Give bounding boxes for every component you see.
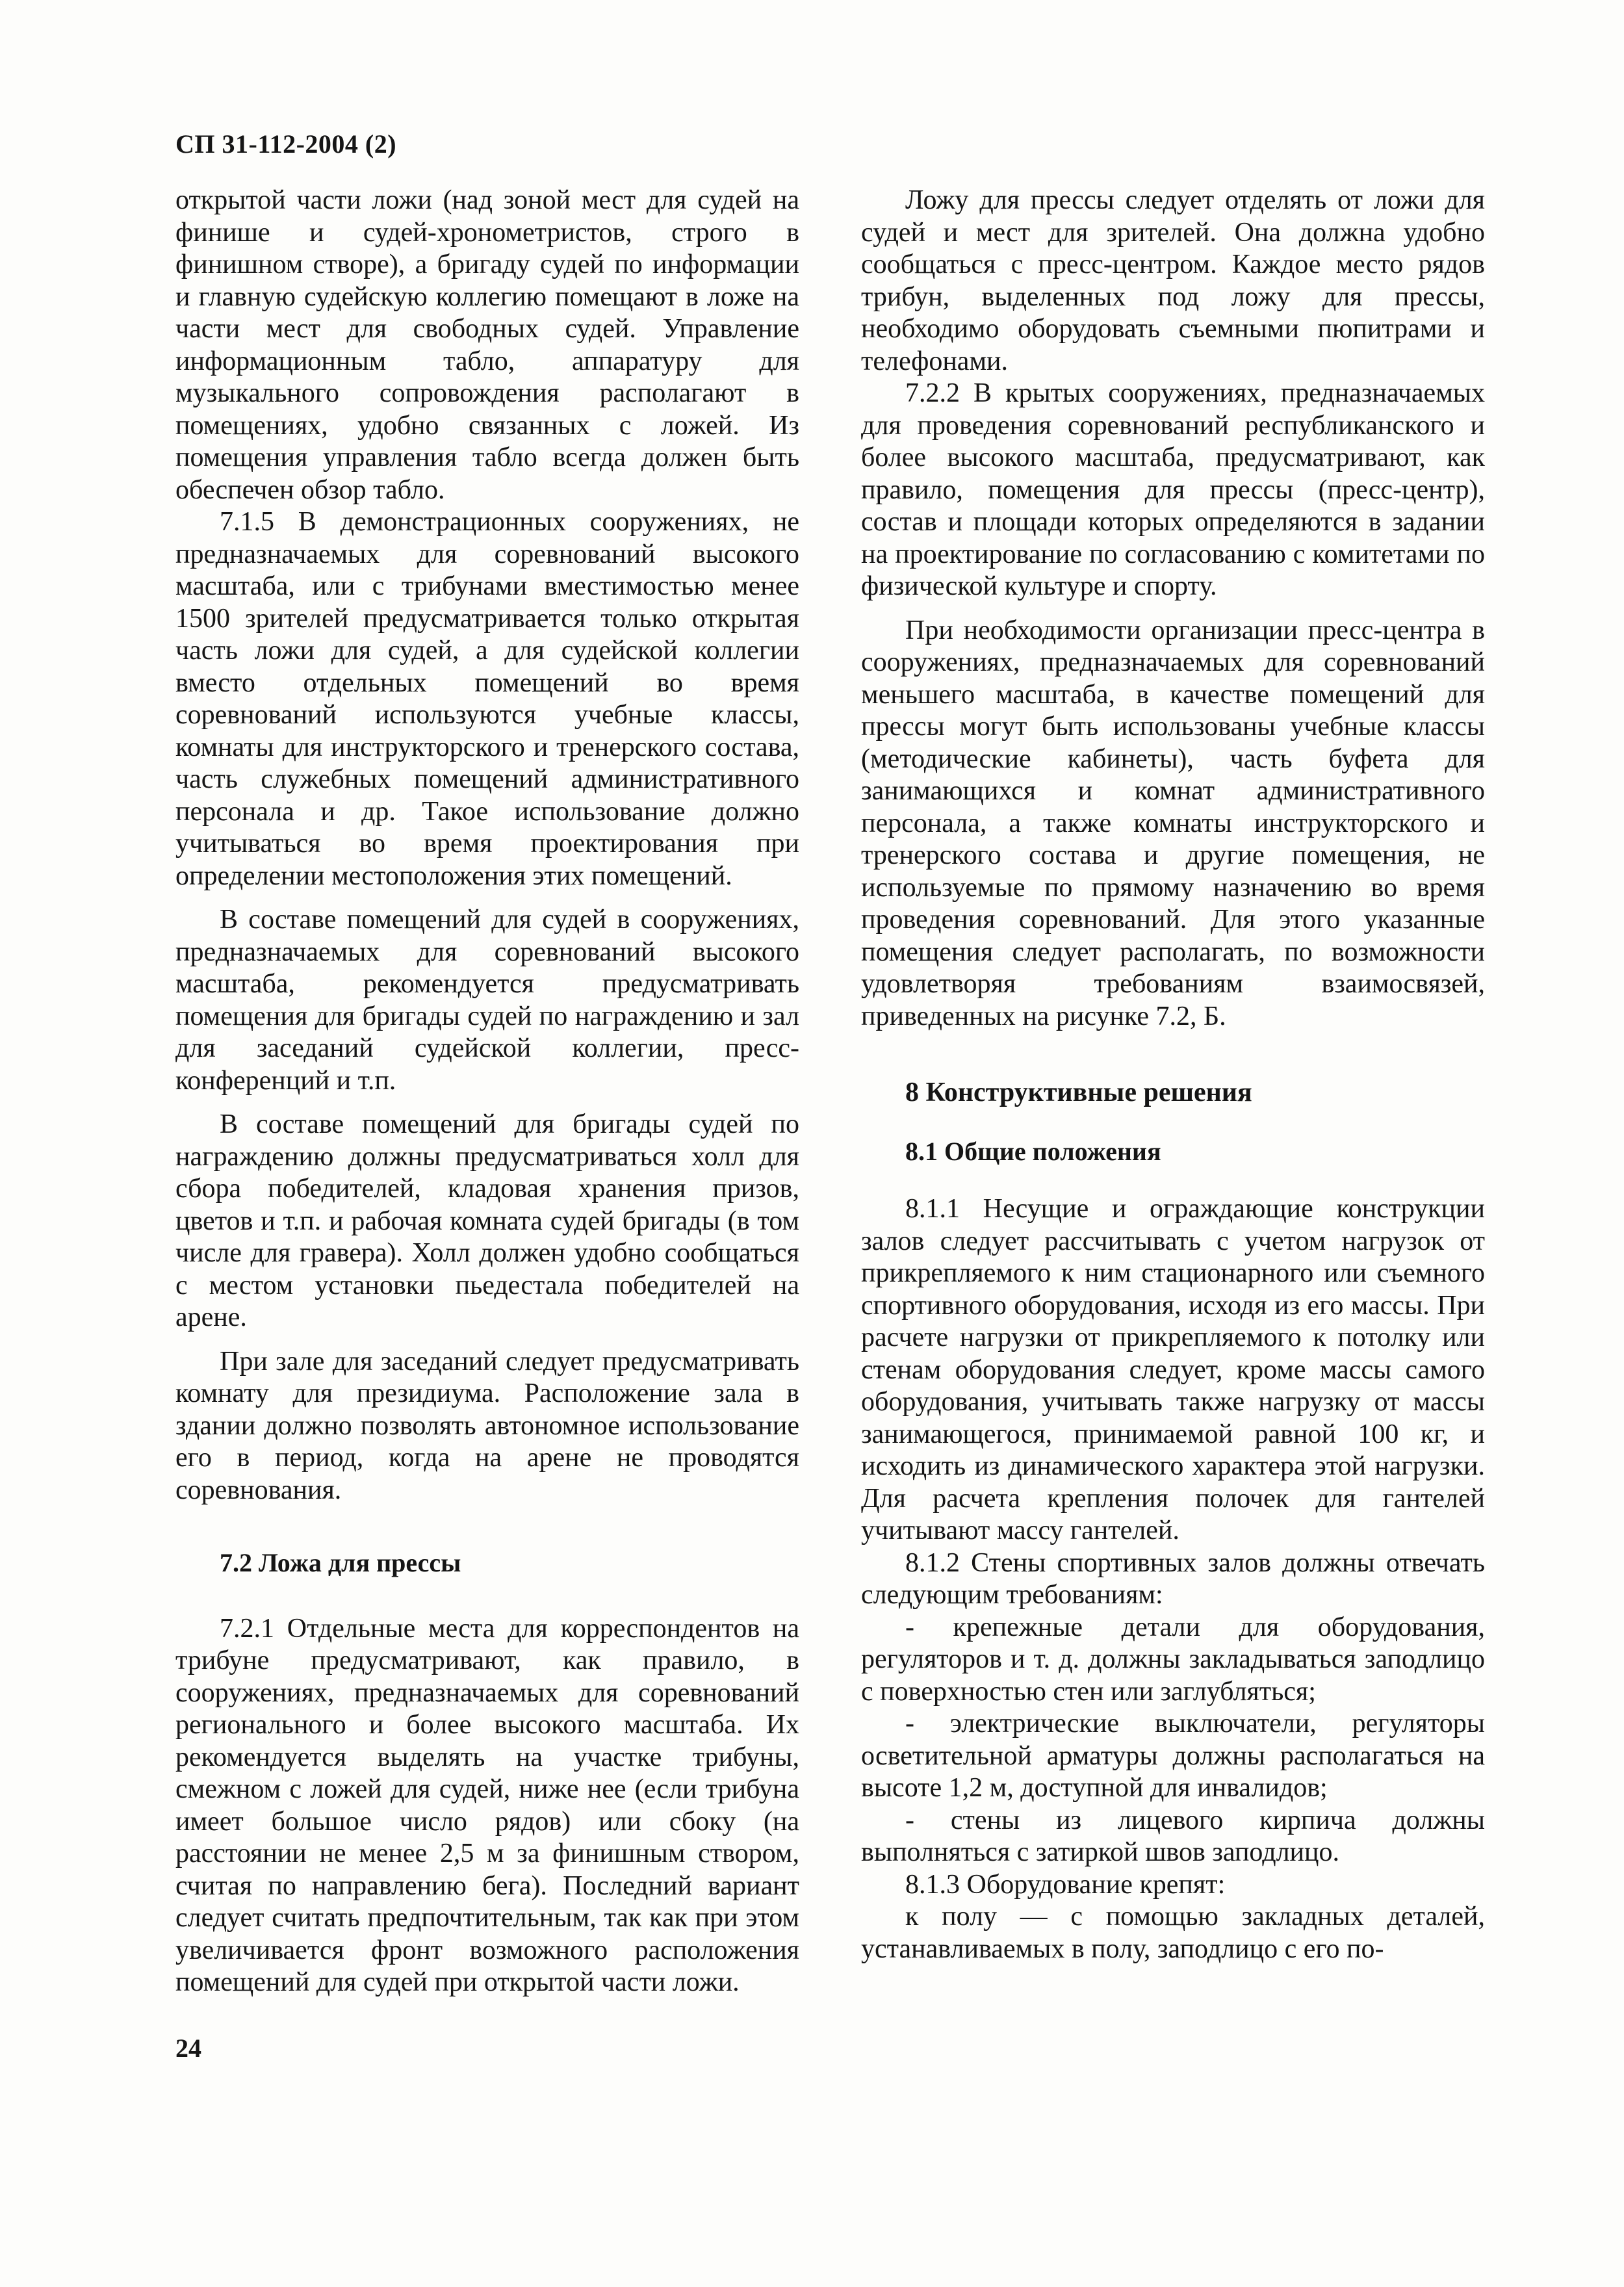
list-item: - крепежные детали для оборудования, регуляторов и т. д. должны закладываться заподлицо с поверхностью стен или заглубляться; [861, 1612, 1485, 1707]
paragraph: открытой части ложи (над зоной мест для судей на финише и судей-хронометристов, строго в финишном створе), а бригаду судей по информации и главную судейскую коллегию помещают в ложе на части мест для свободных судей. Управление информационным табло, аппаратуру для музыкального сопровождения располагают в помещениях, удобно связанных с ложей. Из помещения управления табло всегда должен быть обеспечен обзор табло. [175, 185, 799, 505]
paragraph: Ложу для прессы следует отделять от ложи для судей и мест для зрителей. Она должна удобно сообщаться с пресс-центром. Каждое место рядов трибун, выделенных под ложу для прессы, необходимо оборудовать съемными пюпитрами и телефонами. [861, 185, 1485, 376]
document-header: СП 31-112-2004 (2) [175, 129, 397, 159]
paragraph-8-1-3: 8.1.3 Оборудование крепят: [905, 1869, 1226, 1900]
paragraph-8-1-2: 8.1.2 Стены спортивных залов должны отвечать следующим требованиям: [861, 1547, 1485, 1610]
paragraph-8-1-1: 8.1.1 Несущие и ограждающие конструкции залов следует рассчитывать с учетом нагрузок от прикрепляемого к ним стационарного или съемного спортивного оборудования, исходя из его массы. При расчете нагрузки от прикрепляемого к потолку или стенам оборудования следует, кроме массы самого оборудования, учитывать также нагрузку от массы занимающегося, принимаемой равной 100 кг, и исходить из динамического характера этой нагрузки. Для расчета крепления полочек для гантелей учитывают массу гантелей. [861, 1194, 1485, 1545]
left-column [175, 185, 799, 1999]
paragraph: При зале для заседаний следует предусматривать комнату для президиума. Расположение зала в здании должно позволять автономное использование его в период, когда на арене не проводятся соревнования. [175, 1346, 799, 1505]
paragraph: В составе помещений для судей в сооружениях, предназначаемых для соревнований высокого масштаба, рекомендуется предусматривать помещения для бригады судей по награждению и зал для заседаний судейской коллегии, пресс-конференций и т.п. [175, 905, 799, 1096]
page-number: 24 [175, 2034, 201, 2063]
paragraph: При необходимости организации пресс-центра в сооружениях, предназначаемых для соревнований меньшего масштаба, в качестве помещений для прессы могут быть использованы учебные классы (методические кабинеты), часть буфета для занимающихся и комнат административного персонала, а также комнаты инструкторского и тренерского состава и другие помещения, не используемые по прямому назначению во время проведения соревнований. Для этого указанные помещения следует располагать, по возможности удовлетворяя требованиям взаимосвязей, приведенных на рисунке 7.2, Б. [861, 615, 1485, 1031]
section-heading-8: 8 Конструктивные решения [905, 1078, 1252, 1107]
list-item: - электрические выключатели, регуляторы осветительной арматуры должны располагаться на высоте 1,2 м, доступной для инвалидов; [861, 1709, 1485, 1803]
paragraph-7-2-2: 7.2.2 В крытых сооружениях, предназначаемых для проведения соревнований республиканского и более высокого масштаба, предусматривают, как правило, помещения для прессы (пресс-центр), состав и площади которых определяются в задании на проектирование по согласованию с комитетами по физической культуре и спорту. [861, 378, 1485, 601]
list-item: - стены из лицевого кирпича должны выполняться с затиркой швов заподлицо. [861, 1805, 1485, 1867]
section-heading-7-2: 7.2 Ложа для прессы [220, 1548, 461, 1577]
paragraph: к полу — с помощью закладных деталей, устанавливаемых в полу, заподлицо с его по- [861, 1902, 1485, 1964]
paragraph-7-1-5: 7.1.5 В демонстрационных сооружениях, не предназначаемых для соревнований высокого масштаба, или с трибунами вместимостью менее 1500 зрителей предусматривается только открытая часть ложи для судей, а для судейской коллегии вместо отдельных помещений во время соревнований используются учебные классы, комнаты для инструкторского и тренерского состава, часть служебных помещений административного персонала и др. Такое использование должно учитываться во время проектирования при определении местоположения этих помещений. [175, 507, 799, 891]
paragraph-7-2-1: 7.2.1 Отдельные места для корреспондентов на трибуне предусматривают, как правило, в сооружениях, предназначаемых для соревнований регионального и более высокого масштаба. Их рекомендуется выделять на участке трибуны, смежном с ложей для судей, ниже нее (если трибуна имеет большое число рядов) или сбоку (на расстоянии не менее 2,5 м за финишным створом, считая по направлению бега). Последний вариант следует считать предпочтительным, так как при этом увеличивается фронт возможного расположения помещений для судей при открытой части ложи. [175, 1613, 799, 1997]
section-heading-8-1: 8.1 Общие положения [905, 1136, 1161, 1166]
paragraph: В составе помещений для бригады судей по награждению должны предусматриваться холл для сбора победителей, кладовая хранения призов, цветов и т.п. и рабочая комната судей бригады (в том числе для гравера). Холл должен удобно сообщаться с местом установки пьедестала победителей на арене. [175, 1109, 799, 1332]
right-column [861, 185, 1485, 1965]
